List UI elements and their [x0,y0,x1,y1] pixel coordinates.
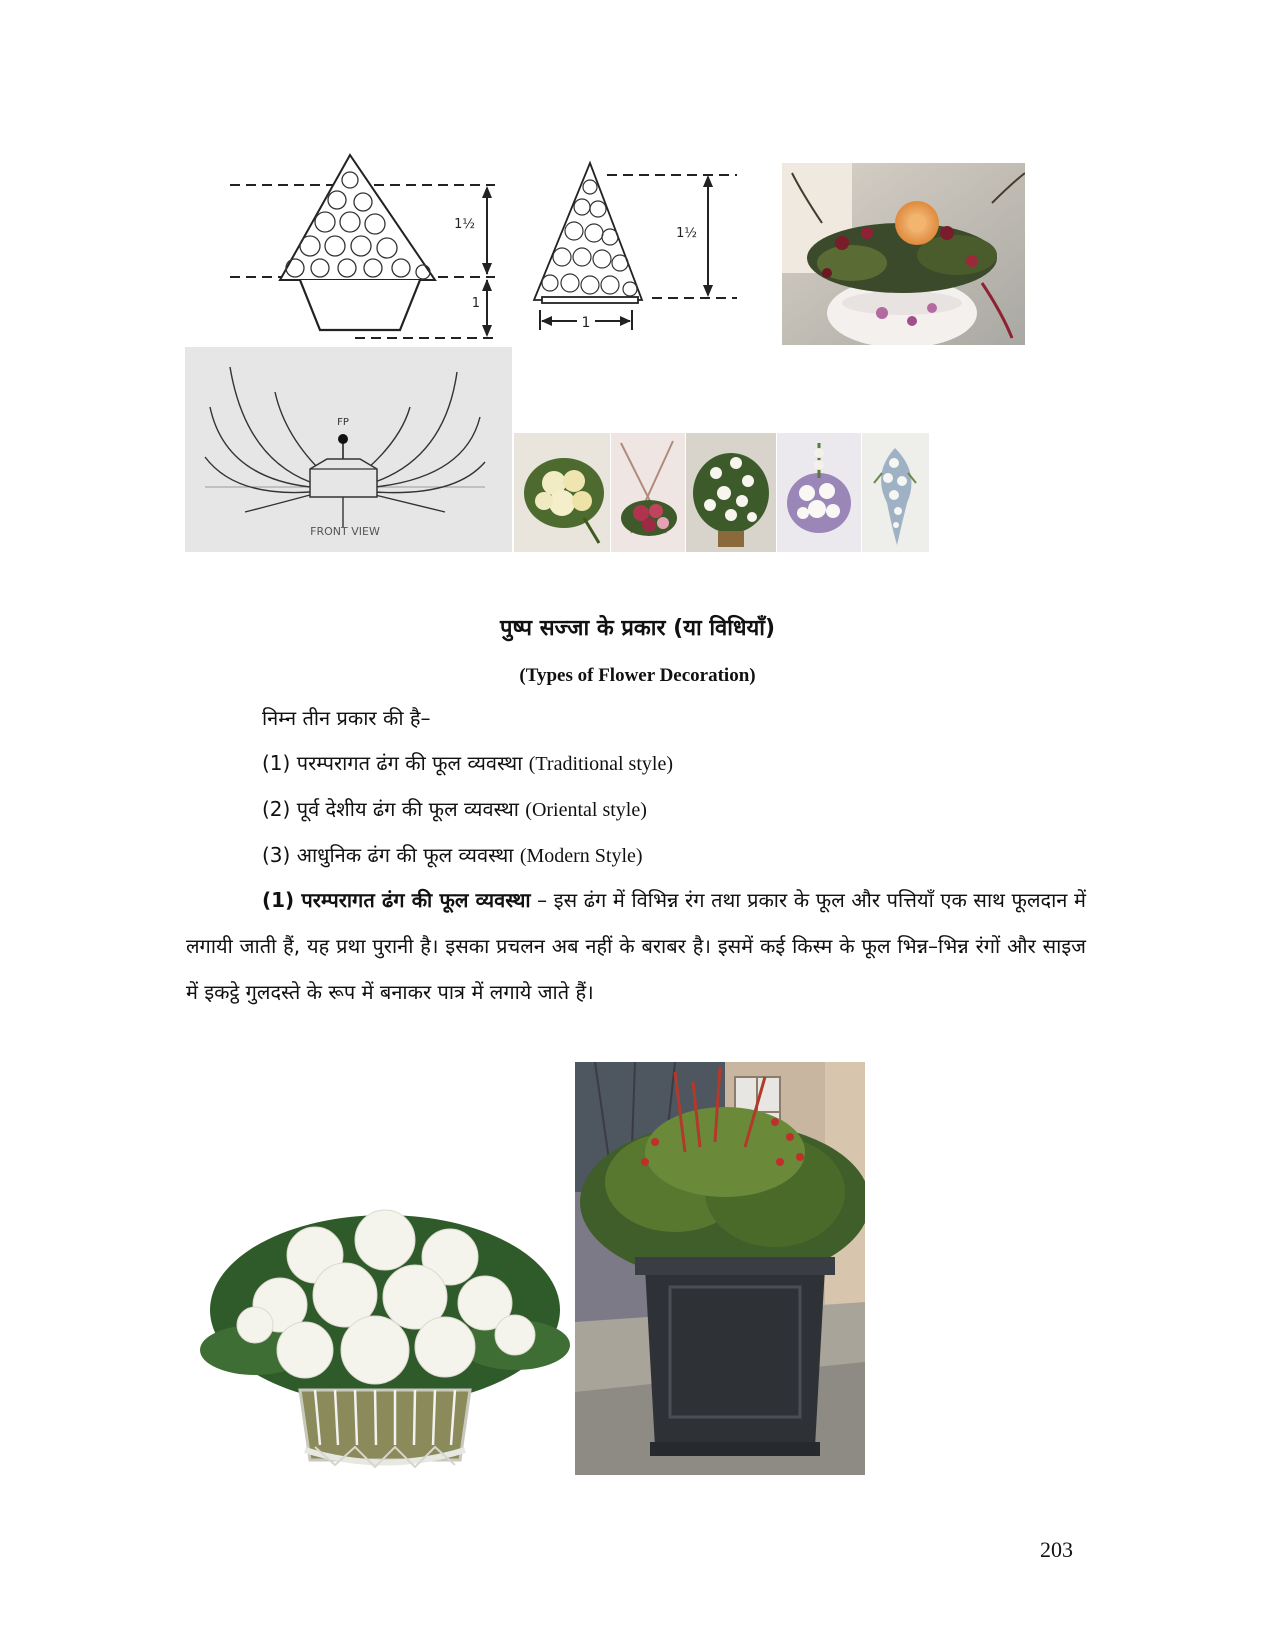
height-label: 1½ [454,217,475,232]
type-hindi: आधुनिक ढंग की फूल व्यवस्था [296,843,514,867]
base-label: 1 [471,296,480,311]
type-item-modern [262,841,643,868]
front-view-caption: FRONT VIEW [310,525,380,538]
type-number: (2) [262,797,291,821]
front-view-diagram [185,347,512,552]
type-hindi: पूर्व देशीय ढंग की फूल व्यवस्था [296,797,519,821]
type-number: (1) [262,751,291,775]
focal-point-label: FP [337,417,349,428]
arrangement-photo-4 [777,433,861,552]
type-item-oriental [262,795,647,822]
width-label: 1 [581,315,591,331]
intro-text: निम्न तीन प्रकार की है– [262,706,431,730]
paragraph-body: – इस ढंग में विभिन्न रंग तथा प्रकार के फूल और पत्तियाँ एक साथ फूलदान में लगायी जाती हैं, यह प्रथा पुरानी है। इसका प्रचलन अब नहीं के बराबर है। इसमें कई किस्म के फूल भिन्न–भिन्न रंगों और साइज में इकट्ठे गुलदस्ते के रूप में बनाकर पात्र में लगाये जाते हैं। [186,888,1086,1004]
paragraph-title: (1) परम्परागत ढंग की फूल व्यवस्था [262,888,531,912]
height-label: 1½ [676,226,697,241]
type-english: (Traditional style) [528,753,673,775]
type-english: (Modern Style) [519,845,643,867]
section-heading-english: (Types of Flower Decoration) [519,665,756,686]
arrangement-photo-2 [611,433,685,552]
page-number: 203 [1040,1537,1073,1562]
section-heading-hindi: पुष्प सज्जा के प्रकार (या विधियाँ) [499,616,776,641]
type-number: (3) [262,843,291,867]
type-hindi: परम्परागत ढंग की फूल व्यवस्था [296,751,523,775]
traditional-style-paragraph [186,877,1086,1015]
arrangement-photo-1 [514,433,610,552]
type-item-traditional [262,749,673,776]
arrangement-photo-3 [686,433,776,552]
teapot-arrangement-photo [782,163,1025,345]
type-english: (Oriental style) [525,799,647,821]
white-rose-basket-photo [195,1185,575,1485]
tall-triangle-diagram [522,155,747,345]
arrangement-photo-5 [862,433,929,552]
triangle-arrangement-diagram [225,150,515,345]
planter-greenery-photo [575,1062,865,1475]
